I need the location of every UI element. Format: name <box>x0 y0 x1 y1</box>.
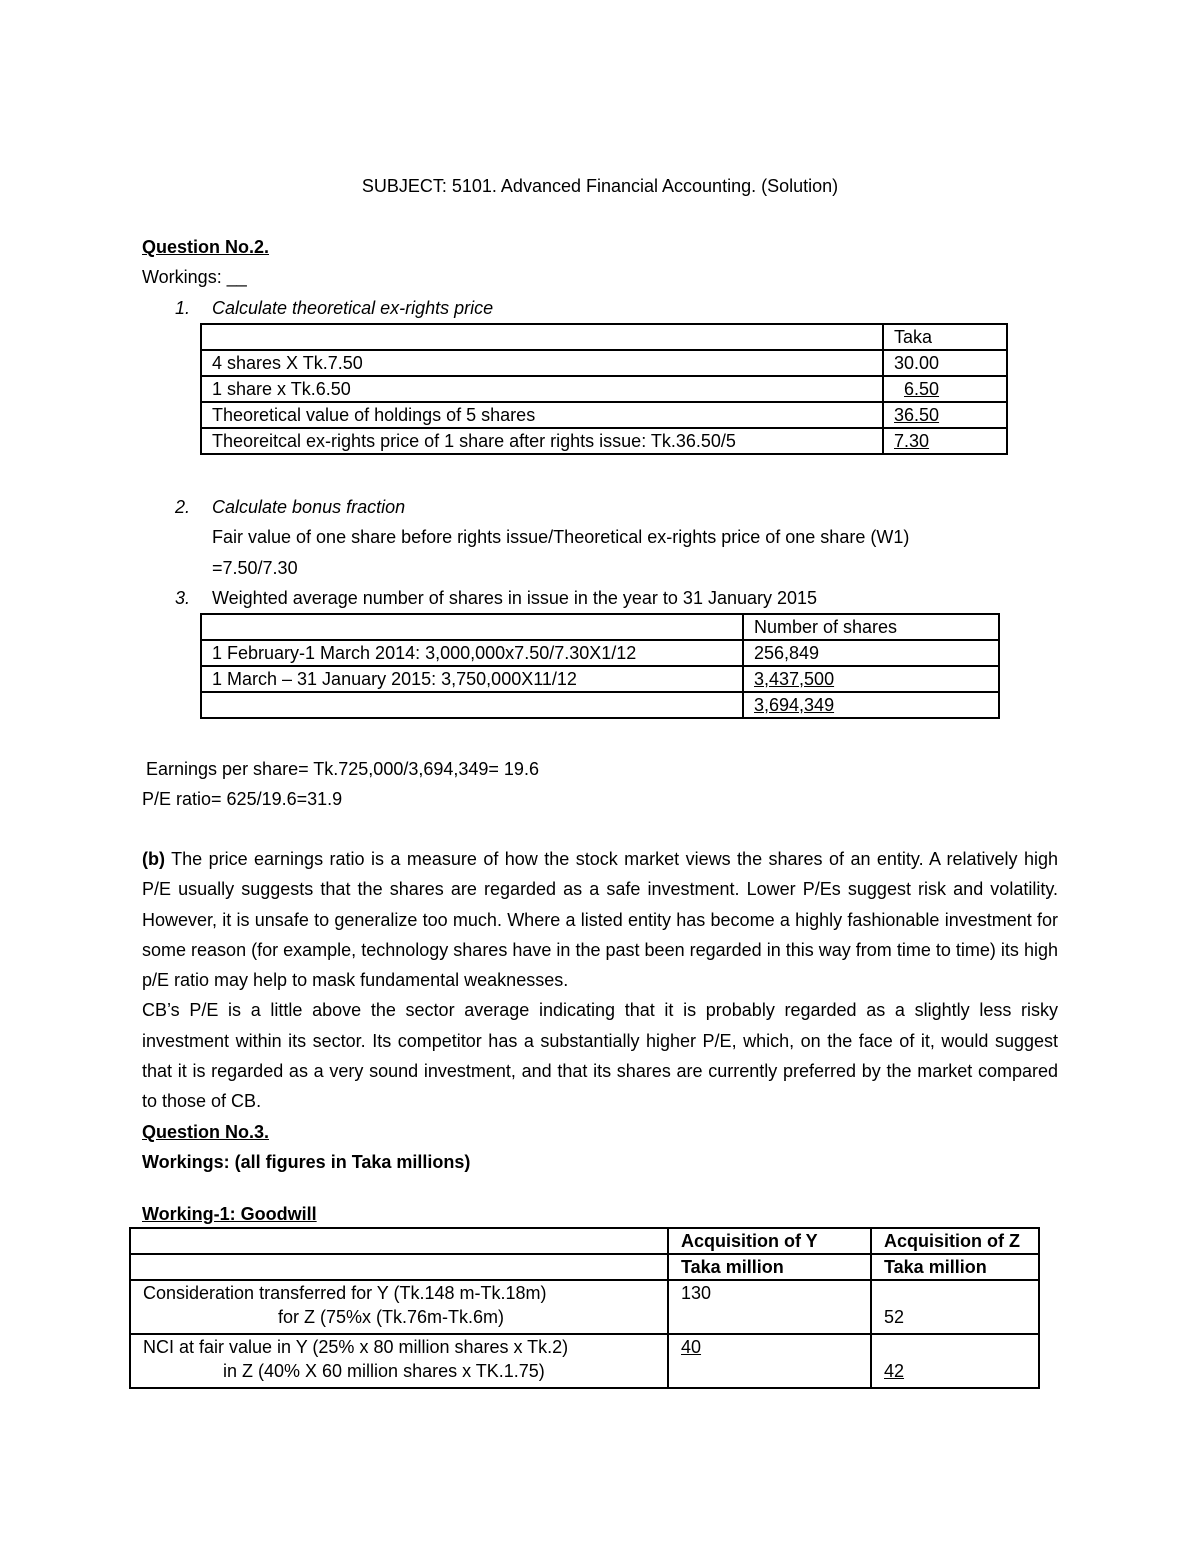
table-cell: 1 February-1 March 2014: 3,000,000x7.50/7.30X1/12 <box>201 640 743 666</box>
part-b-text1 <box>142 844 1058 995</box>
table-cell: Acquisition of Y <box>668 1228 871 1254</box>
table-value: 6.50 <box>904 379 940 399</box>
table-cell <box>871 1280 1039 1334</box>
row1-y: 130 <box>681 1283 712 1303</box>
row2-y: 40 <box>681 1337 702 1357</box>
table-row <box>201 428 1007 454</box>
table-cell: Theoretical value of holdings of 5 shares <box>201 402 883 428</box>
part-b-text2: CB’s P/E is a little above the sector average indicating that it is probably regarded as a slightly less risky investment within its sector. Its competitor has a substantially higher P/E, which, on the face of it, would suggest that it is regarded as a very sound investment, and that its shares are currently preferred by the market compared to those of CB. <box>142 1000 1058 1112</box>
working1-title-text: Working-1: Goodwill <box>142 1204 317 1224</box>
table-value: 7.30 <box>894 431 930 451</box>
table-row <box>201 376 1007 402</box>
table-cell: 30.00 <box>883 350 1007 376</box>
table-value: 3,437,500 <box>754 669 835 689</box>
q3-workings-label: Workings: (all figures in Taka millions) <box>142 1152 471 1172</box>
working1-title <box>142 1202 317 1226</box>
row1-line2: for Z (75%x (Tk.76m-Tk.6m) <box>278 1307 505 1327</box>
part-b-body1: The price earnings ratio is a measure of how the stock market views the shares of an entity. A relatively high P/E usually suggests that the shares are regarded as a safe investment. Lower P/Es suggest risk and volatility. However, it is unsafe to generalize too much. Where a listed entity has become a highly fashionable investment for some reason (for example, technology shares have in the past been regarded in this way from time to time) its high p/E ratio may help to mask fundamental weaknesses. <box>142 849 1058 991</box>
table-cell: 1 March – 31 January 2015: 3,750,000X11/12 <box>201 666 743 692</box>
table-cell <box>130 1254 668 1280</box>
table-cell <box>201 324 883 350</box>
ex-rights-table <box>200 323 1008 455</box>
table-cell <box>130 1280 668 1334</box>
part-b-label: (b) <box>142 849 165 869</box>
table-row <box>201 350 1007 376</box>
table-row <box>201 692 999 718</box>
w2-line2: =7.50/7.30 <box>212 558 298 578</box>
table-cell: 256,849 <box>743 640 999 666</box>
part-b-paragraph <box>142 844 1058 1117</box>
table-row <box>130 1254 1039 1280</box>
table-cell: Acquisition of Z <box>871 1228 1039 1254</box>
table-cell <box>883 428 1007 454</box>
table-cell <box>201 614 743 640</box>
table-cell: Number of shares <box>743 614 999 640</box>
question-2-heading: Question No.2. <box>142 237 270 257</box>
table-row <box>201 614 999 640</box>
table-cell <box>130 1334 668 1388</box>
w3-number: 3. <box>175 588 191 608</box>
weighted-shares-table <box>200 613 1000 719</box>
w1-number: 1. <box>175 298 191 318</box>
question-3-heading: Question No.3. <box>142 1122 270 1142</box>
table-cell <box>130 1228 668 1254</box>
table-row <box>130 1334 1039 1388</box>
row2-line2: in Z (40% X 60 million shares x TK.1.75) <box>223 1361 545 1381</box>
table-cell: Taka million <box>668 1254 871 1280</box>
w2-title: Calculate bonus fraction <box>212 497 406 517</box>
row2-line1: NCI at fair value in Y (25% x 80 million shares x Tk.2) <box>143 1337 569 1357</box>
w2-number: 2. <box>175 497 191 517</box>
page-title: SUBJECT: 5101. Advanced Financial Accounting. (Solution) <box>361 176 839 196</box>
w3-title: Weighted average number of shares in issue in the year to 31 January 2015 <box>212 588 818 608</box>
table-cell <box>668 1334 871 1388</box>
table-row <box>201 666 999 692</box>
table-row <box>201 640 999 666</box>
table-cell: 1 share x Tk.6.50 <box>201 376 883 402</box>
table-cell: Taka million <box>871 1254 1039 1280</box>
table-cell <box>883 402 1007 428</box>
w1-title: Calculate theoretical ex-rights price <box>212 298 494 318</box>
table-row <box>201 402 1007 428</box>
table-row <box>130 1228 1039 1254</box>
w2-line1: Fair value of one share before rights issue/Theoretical ex-rights price of one share (W1) <box>212 527 910 547</box>
eps-line: Earnings per share= Tk.725,000/3,694,349= 19.6 <box>146 759 539 779</box>
table-cell: Theoreitcal ex-rights price of 1 share after rights issue: Tk.36.50/5 <box>201 428 883 454</box>
table-value: 36.50 <box>894 405 940 425</box>
table-cell: Taka <box>883 324 1007 350</box>
table-cell <box>883 376 1007 402</box>
table-row <box>130 1280 1039 1334</box>
row1-z: 52 <box>884 1307 905 1327</box>
q2-workings-label: Workings: __ <box>142 267 247 287</box>
row1-line1: Consideration transferred for Y (Tk.148 m-Tk.18m) <box>143 1283 547 1303</box>
table-cell <box>668 1280 871 1334</box>
table-cell <box>871 1334 1039 1388</box>
table-cell <box>743 692 999 718</box>
table-value: 3,694,349 <box>754 695 835 715</box>
row2-z: 42 <box>884 1361 905 1381</box>
goodwill-table <box>129 1227 1040 1389</box>
pe-line: P/E ratio= 625/19.6=31.9 <box>142 789 343 809</box>
table-cell <box>743 666 999 692</box>
table-cell: 4 shares X Tk.7.50 <box>201 350 883 376</box>
table-cell <box>201 692 743 718</box>
table-row <box>201 324 1007 350</box>
